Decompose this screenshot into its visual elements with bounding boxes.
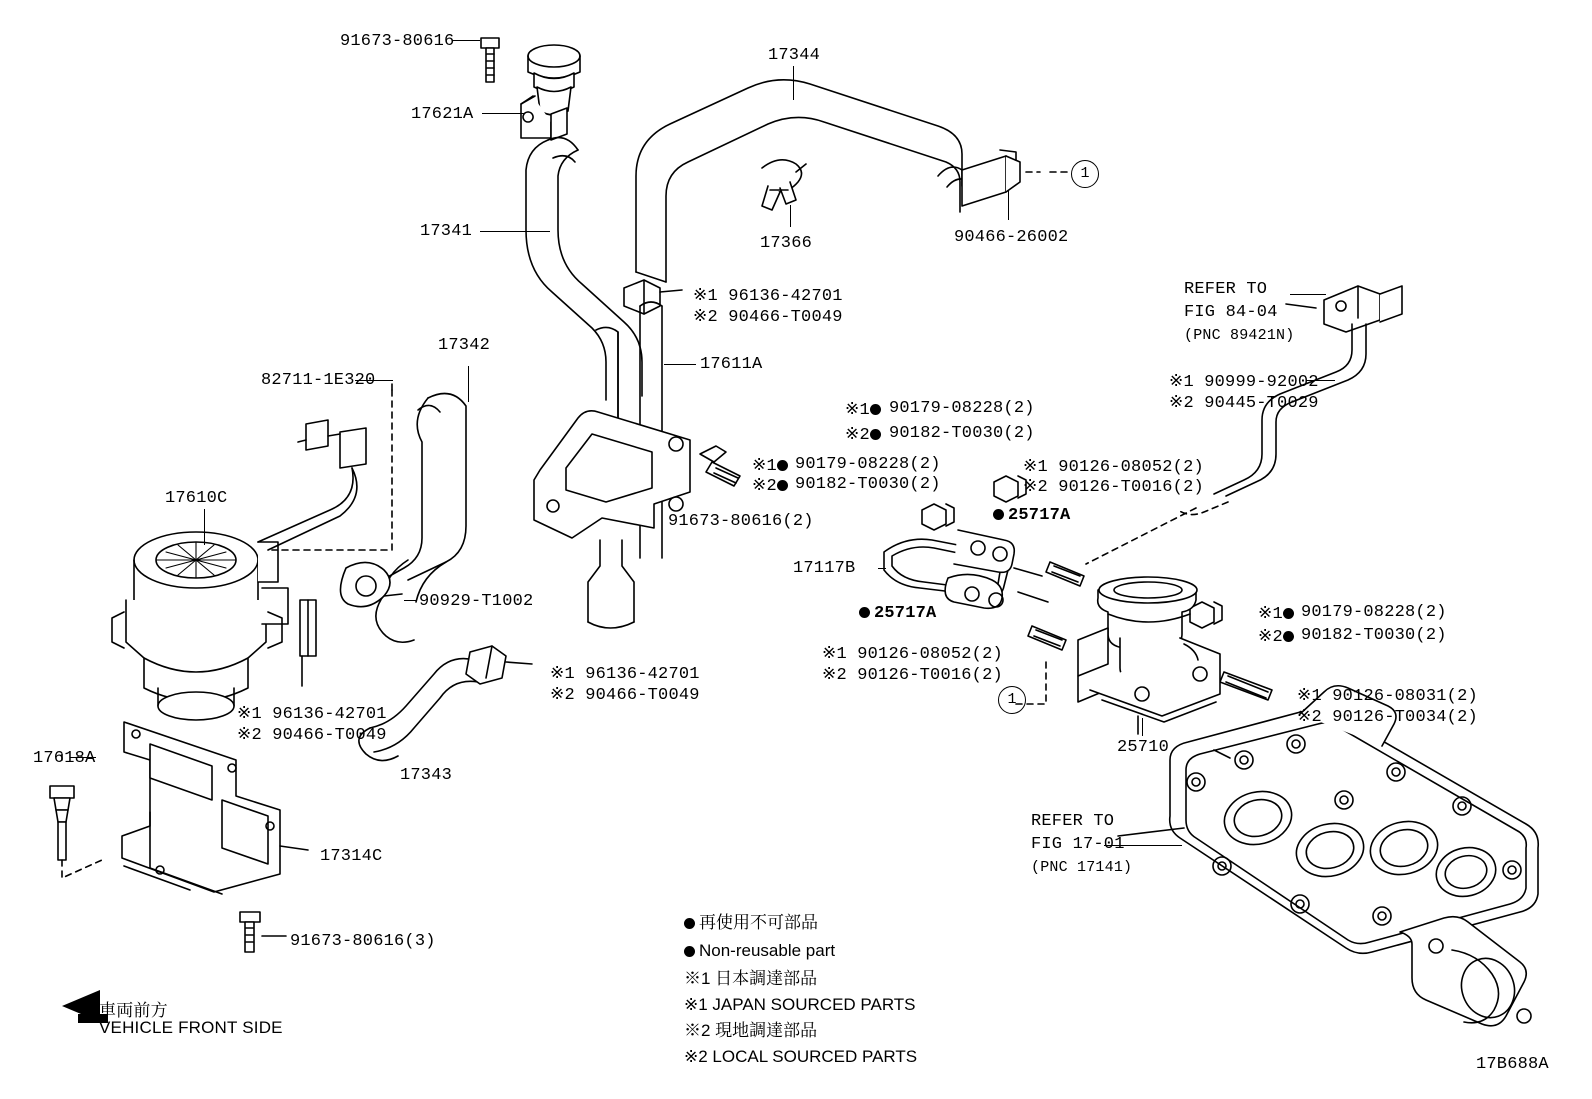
vehicle-front-note-jp: 車両前方: [99, 1001, 168, 1020]
note-90126-08052-a: ※1 90126-08052(2): [1023, 458, 1204, 477]
part-90929-t1002: 90929-T1002: [419, 592, 534, 611]
callout-1-top: 1: [1071, 160, 1099, 188]
part-17117b: 17117B: [793, 559, 856, 578]
legend-row-4: ※2 現地調達部品: [684, 1021, 818, 1040]
legend-row-5: ※2 LOCAL SOURCED PARTS: [684, 1047, 918, 1066]
note-96136-42701-left: ※1 96136-42701: [237, 705, 387, 724]
part-17342: 17342: [438, 336, 491, 355]
refer-to-fig-17-01-line2: FIG 17-01: [1031, 835, 1125, 854]
note-96136-42701-top: ※1 96136-42701: [693, 287, 843, 306]
part-17314c: 17314C: [320, 847, 383, 866]
refer-to-fig-84-04-line2: FIG 84-04: [1184, 303, 1278, 322]
note-90182-t0030-a-prefix: ※2: [845, 424, 885, 445]
part-17366: 17366: [760, 234, 813, 253]
part-17610c: 17610C: [165, 489, 228, 508]
note-90126-08031: ※1 90126-08031(2): [1297, 687, 1478, 706]
note-90126-t0034: ※2 90126-T0034(2): [1297, 708, 1478, 727]
refer-to-fig-17-01-line1: REFER TO: [1031, 812, 1115, 831]
part-17341: 17341: [420, 222, 473, 241]
note-90179-08228-a-prefix: ※1: [845, 399, 885, 420]
note-90126-t0016-a: ※2 90126-T0016(2): [1023, 478, 1204, 497]
part-25710: 25710: [1117, 738, 1170, 757]
part-91673-80616-top: 91673-80616: [340, 32, 455, 51]
part-17344: 17344: [768, 46, 821, 65]
note-90182-t0030-c: 90182-T0030(2): [1301, 626, 1447, 645]
part-17618a: 17618A: [33, 749, 96, 768]
diagram-id-code: 17B688A: [1476, 1055, 1549, 1074]
note-96136-42701-mid: ※1 96136-42701: [550, 665, 700, 684]
note-90466-t0049-left: ※2 90466-T0049: [237, 726, 387, 745]
note-90126-t0016-b: ※2 90126-T0016(2): [822, 666, 1003, 685]
legend-row-3: ※1 JAPAN SOURCED PARTS: [684, 995, 916, 1014]
note-90126-08052-b: ※1 90126-08052(2): [822, 645, 1003, 664]
note-90182-t0030-a: 90182-T0030(2): [889, 424, 1035, 443]
legend-row-2: ※1 日本調達部品: [684, 969, 818, 988]
legend-row-0: 再使用不可部品: [684, 910, 917, 938]
part-90466-26002: 90466-26002: [954, 228, 1069, 247]
note-90182-t0030-c-prefix: ※2: [1258, 626, 1298, 647]
note-90999-92002: ※1 90999-92002: [1169, 373, 1319, 392]
note-90466-t0049-top: ※2 90466-T0049: [693, 308, 843, 327]
part-91673-80616-2: 91673-80616(2): [668, 512, 814, 531]
refer-to-fig-84-04-line1: REFER TO: [1184, 280, 1268, 299]
note-90466-t0049-mid: ※2 90466-T0049: [550, 686, 700, 705]
refer-to-fig-17-01-pnc: (PNC 17141): [1031, 859, 1133, 876]
note-90179-08228-c-prefix: ※1: [1258, 603, 1298, 624]
note-90182-t0030-b: 90182-T0030(2): [795, 475, 941, 494]
part-17621a: 17621A: [411, 105, 474, 124]
part-91673-80616-3: 91673-80616(3): [290, 932, 436, 951]
refer-to-fig-84-04-pnc: (PNC 89421N): [1184, 327, 1295, 344]
part-17611a: 17611A: [700, 355, 763, 374]
part-25717a-bottom: 25717A: [859, 604, 936, 623]
part-25717a-top: 25717A: [993, 506, 1070, 525]
note-90182-t0030-b-prefix: ※2: [752, 475, 792, 496]
callout-1-bottom: 1: [998, 686, 1026, 714]
note-90445-t0029: ※2 90445-T0029: [1169, 394, 1319, 413]
note-90179-08228-c: 90179-08228(2): [1301, 603, 1447, 622]
note-90179-08228-a: 90179-08228(2): [889, 399, 1035, 418]
part-82711-1e320: 82711-1E320: [261, 371, 376, 390]
legend-row-1: Non-reusable part: [684, 938, 917, 966]
part-17343: 17343: [400, 766, 453, 785]
note-90179-08228-b-prefix: ※1: [752, 455, 792, 476]
vehicle-front-note-en: VEHICLE FRONT SIDE: [99, 1018, 283, 1037]
note-90179-08228-b: 90179-08228(2): [795, 455, 941, 474]
